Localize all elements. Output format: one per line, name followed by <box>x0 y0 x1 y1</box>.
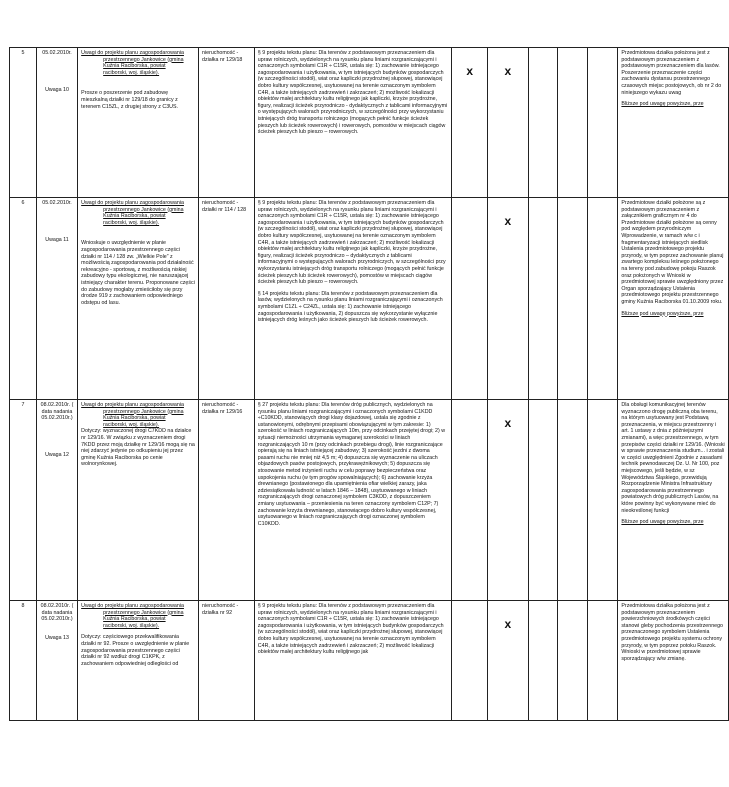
plan-text-2: § 14 projektu tekstu planu: Dla terenów z podstawowym przeznaczeniem dla lasów, wydzielonych na rysunku planu liniami rozgraniczającymi i oznaczonych symbolami C1ZL ÷ C24ZL, ustala się: 1) zachowanie istniejącego zagospodarowania i użytkowania, 2) dopuszcza się wykorzystanie wyłącznie istniejących dróg leśnych jako ścieżek pieszych lub ścieżek rowerowych. <box>257 290 443 324</box>
date-text: 05.02.2010r. <box>42 200 72 206</box>
subject-line: raciborski, woj. śląskie). <box>103 219 160 226</box>
row-number: 5 <box>10 48 37 198</box>
subject-line: przestrzennego Jankowice (gmina <box>103 206 184 213</box>
parcel: nieruchomość - działka nr 92 <box>199 601 255 721</box>
remark-subject <box>78 48 199 198</box>
resolution-note: Bliższe pod uwagę powyższe, prze <box>621 101 704 108</box>
submission-date <box>36 400 77 601</box>
subject-heading: Uwagi do projektu planu zagospodarowania <box>81 50 184 56</box>
table-row <box>10 601 729 721</box>
row-number: 7 <box>10 400 37 601</box>
mark-cell <box>488 400 528 601</box>
empty-cell <box>588 400 618 601</box>
plan-provision: § 9 projektu tekstu planu: Dla terenów z podstawowym przeznaczeniem dla upraw rolniczych, wydzielonych na rysunku planu liniami rozgraniczającymi i oznaczonych symbolami C1R ÷ C15R, ustala się: 1) zachowanie istniejącego zagospodarowania i użytkowania, w tym istniejących budynków gospodarczych (w szczególności stodół), wiat oraz kapliczki przydrożnej słupowej, stanowiącej dobro kultury współczesnej, usytuowanej na terenie oznaczonym symbolem C4R, a także istniejących zadrzewień i zakrzaczeń; 2) możliwość lokalizacji obiektów małej architektury kultu religijnego jak kapliczki, krzyże przydrożne, figury, realizacji ścieżek przyrodniczo - dydaktycznych z tablicami informacyjnymi o występujących walorach przyrodniczych, w szczególności przy wykorzystaniu istniejących dróg transportu rolniczego (mogących pełnić funkcje ścieżek pieszych lub ścieżek rowerowych) i rowerowych, pomostów w miejscach ciągów ścieżek pieszych lub pieszo – rowerowych. <box>254 48 451 198</box>
row-number: 6 <box>10 198 37 400</box>
resolution <box>618 198 729 400</box>
empty-cell <box>528 601 558 721</box>
subject-line: Kuźnia Raciborska, powiat <box>103 616 166 623</box>
resolution-text: Dla obsługi komunikacyjnej terenów wyznaczono drogę publiczną oba terenu, na którym usytuowany jest Podstawą przeznaczenia, w miejscu przestrzenny i art. 1 ustawy z dnia z późniejszymi zmianami), a więc przestrzennego, w tym przepisów części działki nr 129/16. (Wnioski w sprawie przeznaczenia studium... i zostali w części uwzględnieni Zgodnie z zasadami technik pewnodawczej Dz. U. Nr 100, poz miejscowego, jeśli będzie, w sz Województwa Śląskiego, przewidują Rozporządzenie Ministra Infrastruktury zagospodarowania przestrzennego powiatowych dróg publicznych Lasów, na które powinny być wykonywane mieć do nieokreślonej funkcji <box>621 402 725 514</box>
remark-number: Uwaga 11 <box>45 236 69 243</box>
subject-text: Dotyczy: częściowego przekwalifikowania działki nr 92. Prosze o uwzględnienie w planie zagospodarowania przestrzennego części działki nr 92 wzdłuż drogi C1KPK, z zachowaniem odpowiedniej odległości od <box>81 634 190 667</box>
parcel: nieruchomość - działka nr 129/18 <box>199 48 255 198</box>
remark-number: Uwaga 12 <box>45 451 69 458</box>
table-row <box>10 48 729 198</box>
remark-number: Uwaga 13 <box>45 634 69 641</box>
mark-cell <box>452 601 488 721</box>
submission-date <box>36 601 77 721</box>
subject-text: Prosze o poszerzenie pod zabudowę mieszkalną działki nr 129/18 do granicy z terenem C15ZL, z drugiej strony z C3US. <box>81 90 179 110</box>
subject-line: raciborski, woj. śląskie). <box>103 69 160 76</box>
plan-text: § 9 projektu tekstu planu: Dla terenów z podstawowym przeznaczeniem dla upraw rolniczych, wydzielonych na rysunku planu liniami rozgraniczającymi i oznaczonych symbolami C1R ÷ C15R, ustala się: 1) zachowanie istniejącego zagospodarowania i użytkowania, w tym istniejących budynków gospodarczych (w szczególności stodół), wiat oraz kapliczki przydrożnej słupowej, stanowiącej dobro kultury współczesnej, usytuowanej na terenie oznaczonym symbolem C4R, a także istniejących zadrzewień i zakrzaczeń; 2) możliwość lokalizacji obiektów małej architektury kultu religijnego jak kapliczki, krzyże przydrożne, figury, realizacji ścieżek przyrodniczo – dydaktycznych z tablicami informacyjnymi o występujących walorach przyrodniczych, w szczególności przy wykorzystaniu istniejących dróg transportu rolniczego (mogących pełnić funkcje ścieżek pieszych lub ścieżek rowerowych), pomostów w miejscach ciągów ścieżek pieszych lub pieszo – rowerowych. <box>257 200 446 286</box>
table-row <box>10 400 729 601</box>
resolution-text: Przedmiotowa działka położona jest z podstawowym przeznaczeniem z podstawowym przeznaczeniem dla lasów. Poszerzenie przeznaczenie części zachowaniu dystansu przestrzennego czasowych miejsc postojowych, ob nr 2 do niniejszego wykazu uwag <box>621 50 722 96</box>
resolution-text: Przedmiotowa działka położona jest z podstawowym przeznaczeniem powierzchniowych środkówych części stanowi gleby pochodzenia przestrzennego przeznaczonego symbolem Ustalenia przedmiotowego projektu systemu ochrony przyrody, w tym poprzez potoku Raszok. Wnioski w przedmiotowej sprawie sporządzający w/w zmianę. <box>621 603 723 662</box>
date-text: 08.02.2010r. ( data nadania 05.02.2010r.) <box>40 603 74 623</box>
empty-cell <box>588 48 618 198</box>
table-row <box>10 198 729 400</box>
empty-cell <box>528 48 558 198</box>
empty-cell <box>558 400 588 601</box>
parcel: nieruchomość - działki nr 114 / 128 <box>199 198 255 400</box>
x-mark: x <box>504 64 512 78</box>
resolution <box>618 601 729 721</box>
remark-subject <box>78 601 199 721</box>
resolution <box>618 48 729 198</box>
subject-heading: Uwagi do projektu planu zagospodarowania <box>81 603 184 609</box>
mark-cell <box>488 198 528 400</box>
date-text: 08.02.2010r. ( data nadania 05.02.2010r.) <box>40 402 74 422</box>
subject-line: Kuźnia Raciborska, powiat <box>103 415 166 422</box>
resolution-note: Bliższe pod uwagę powyższe, prze <box>621 310 704 317</box>
mark-cell <box>452 400 488 601</box>
empty-cell <box>558 48 588 198</box>
resolution-note: Bliższe pod uwagę powyższe, prze <box>621 519 704 526</box>
empty-cell <box>588 198 618 400</box>
subject-heading: Uwagi do projektu planu zagospodarowania <box>81 200 184 206</box>
date-text: 05.02.2010r. <box>42 50 72 56</box>
subject-text: Wnioskuje o uwzględnienie w planie zagospodarowania przestrzennego części działki nr 114 / 128 zw. „Wielkie Pole” z możliwością zagospodarowania pod działalność rekreacyjno - sportową, z możliwością niskiej zabudowy typu ekologicznej, nie naruszającej istniejący charakter terenu. Proponowane części do zabudowy mogłaby zmieściłoby się przy drodze 919 z zachowaniem odpowiedniego odstępu od lasu. <box>81 240 195 306</box>
subject-line: Kuźnia Raciborska, powiat <box>103 63 166 70</box>
x-mark: x <box>504 416 512 430</box>
mark-cell <box>488 48 528 198</box>
remark-subject <box>78 198 199 400</box>
remark-number: Uwaga 10 <box>45 86 69 93</box>
mark-cell <box>452 198 488 400</box>
remark-subject <box>78 400 199 601</box>
plan-provision: § 9 projektu tekstu planu: Dla terenów z podstawowym przeznaczeniem dla upraw rolniczych, wydzielonych na rysunku planu liniami rozgraniczającymi i oznaczonych symbolami C1R ÷ C15R, ustala się: 1) zachowanie istniejącego zagospodarowania i użytkowania, w tym istniejących budynków gospodarczych (w szczególności stodół), wiat oraz kapliczki przydrożnej słupowej, stanowiącej dobro kultury współczesnej, usytuowanej na terenie oznaczonym symbolem C4R, a także istniejących zadrzewień i zakrzaczeń; 2) możliwość lokalizacji obiektów małej architektury kultu religijnego jak <box>254 601 451 721</box>
submission-date <box>36 48 77 198</box>
empty-cell <box>528 400 558 601</box>
subject-heading: Uwagi do projektu planu zagospodarowania <box>81 402 184 408</box>
empty-cell <box>558 198 588 400</box>
subject-line: przestrzennego Jankowice (gmina <box>103 56 184 63</box>
subject-line: przestrzennego Jankowice (gmina <box>103 609 184 616</box>
row-number: 8 <box>10 601 37 721</box>
x-mark: x <box>504 617 512 631</box>
plan-provision <box>254 198 451 400</box>
empty-cell <box>558 601 588 721</box>
subject-text: Dotyczy: wyznaczonej drogi C7KDD na działce nr 129/16. W związku z wyznaczeniem drogi 7KDD przez moją działkę nr 129/16 mogą się na niej zdarzyć jedynie po odkupieniu jej przez gminę Kuźnia Raciborska po cenie wolnorynkowej. <box>81 428 195 468</box>
resolution-text: Przedmiotowe działki położone są z podstawowym przeznaczeniem z załącznikiem graficznym nr 4 do Przedmiotowe działki położone są cenny pod względem przyrodniczym Wprowadzenie, w ramach w/w c i fragmentaryzacji istniejących siedlisk Ustalenia przedmiotowego projektu przyrody, w tym poprzez zachowanie planuj zwartego kompleksu leśnego położonego na tereny pod zabudowę pokoju Raszok oraz położonych w Wnioski w przedmiotowej sprawie uwzględniony przez Organ sporządzający Ustalenia przedmiotowego projektu przestrzennego gminy Kuźnia Raciborska 01.10.2009 roku. <box>621 200 724 305</box>
resolution <box>618 400 729 601</box>
empty-cell <box>588 601 618 721</box>
plan-provision: § 27 projektu tekstu planu: Dla terenów dróg publicznych, wydzielonych na rysunku planu liniami rozgraniczającymi i oznaczonych symbolami C1KDD ÷C10KDD, stanowiących drogi klasy dojazdowej, ustala się zgodnie z ustanowionymi, odrębnymi przepisami obowiązującymi w tym zakresie: 1) szerokość w liniach rozgraniczających 10m, przy odcinkach przejętej drogi; 2) w sytuacji niemożności utrzymania wymaganej szerokości w liniach rozgraniczających 10 m (przy odcinkach przebiegu drogi), linie rozgraniczające opierają się na liniach istniejącej zabudowy; 3) szerokość jezdni z dwoma pasami ruchu nie mniej niż 4,5 m; 4) dopuszcza się wyznaczenie na uliczach objazdowych pasów postojowych, przykrawężnikowych; 5) dopuszcza się stosowanie metod inżynierii ruchu w celu poprawy bezpieczeństwa oraz uspokojenia ruchu (w tym progów spowalniających); 6) zachowanie krzyża drewnianego (postawionego dla upamiętnienia ofiar wielkiej zarazy, jaka zdziesiątkowała ludność w latach 1846 – 1848), usytuowanego w liniach rozgraniczających drogi oznaczonej symbolem C3KDD, z dopuszczeniem zmiany usytuowania – przeniesienia na teren oznaczony symbolem C12P; 7) zachowanie krzyża drewnianego, stanowiącego dobro kultury współczesnej, usytuowanego w liniach rozgraniczających drogi oznaczonej symbolem C10KDD. <box>254 400 451 601</box>
submission-date <box>36 198 77 400</box>
subject-line: raciborski, woj. śląskie). <box>103 421 160 428</box>
empty-cell <box>528 198 558 400</box>
x-mark: x <box>466 64 474 78</box>
subject-line: raciborski, woj. śląskie). <box>103 622 160 629</box>
mark-cell <box>452 48 488 198</box>
parcel: nieruchomość - działka nr 129/16 <box>199 400 255 601</box>
remarks-table <box>9 47 729 721</box>
subject-line: przestrzennego Jankowice (gmina <box>103 408 184 415</box>
x-mark: x <box>504 214 512 228</box>
subject-line: Kuźnia Raciborska, powiat <box>103 213 166 220</box>
mark-cell <box>488 601 528 721</box>
